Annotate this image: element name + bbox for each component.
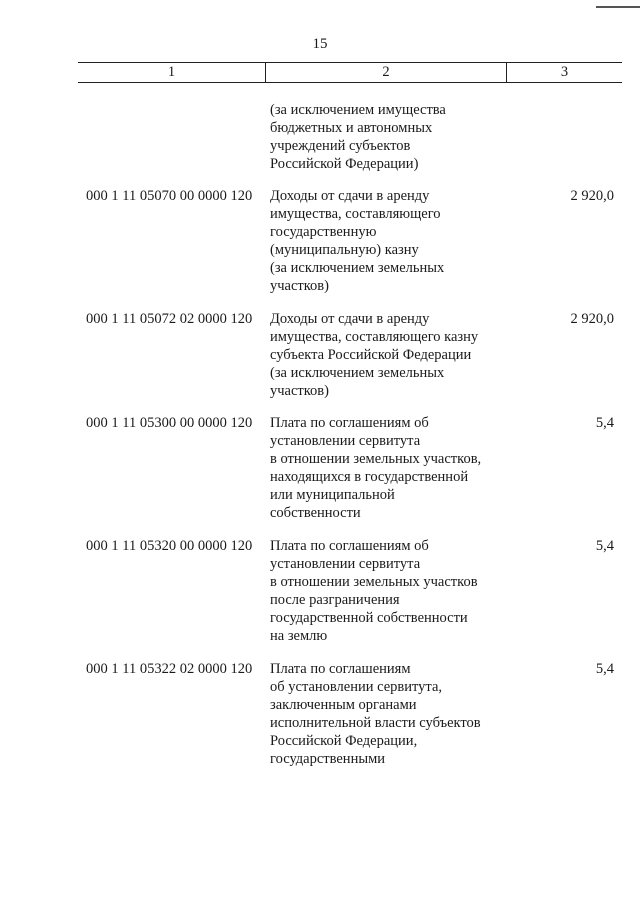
description-line: находящихся в государственной <box>270 469 469 485</box>
amount: 5,4 <box>595 661 614 677</box>
page-number: 15 <box>312 36 328 52</box>
description-line: Российской Федерации) <box>270 156 419 172</box>
description-line: установлении сервитута <box>270 433 421 449</box>
description-line: установлении сервитута <box>270 556 421 572</box>
description-line: в отношении земельных участков, <box>270 451 482 467</box>
budget-code: 000 1 11 05072 02 0000 120 <box>86 311 253 327</box>
amount: 5,4 <box>595 538 614 554</box>
description-line: Плата по соглашениям <box>270 661 411 677</box>
description-line: учреждений субъектов <box>270 138 411 154</box>
description-line: или муниципальной <box>270 487 395 503</box>
description-line: бюджетных и автономных <box>270 120 433 136</box>
description <box>270 414 515 522</box>
description-line: государственной собственности <box>270 610 468 626</box>
amount: 2 920,0 <box>570 188 614 204</box>
budget-code: 000 1 11 05322 02 0000 120 <box>86 661 253 677</box>
amount: 5,4 <box>595 415 614 431</box>
header-col-1: 1 <box>78 63 266 82</box>
page-corner-mark <box>596 0 640 8</box>
description-line: собственности <box>270 505 361 521</box>
amount: 2 920,0 <box>570 311 614 327</box>
description-line: заключенным органами <box>270 697 417 713</box>
description-line: об установлении сервитута, <box>270 679 443 695</box>
budget-code: 000 1 11 05320 00 0000 120 <box>86 538 253 554</box>
description-line: субъекта Российской Федерации <box>270 347 472 363</box>
description-line: (муниципальную) казну <box>270 242 419 258</box>
description-line: (за исключением земельных <box>270 260 445 276</box>
description-line: Плата по соглашениям об <box>270 415 429 431</box>
description-line: после разграничения <box>270 592 400 608</box>
description-line: Плата по соглашениям об <box>270 538 429 554</box>
description <box>270 310 515 400</box>
description-line: на землю <box>270 628 328 644</box>
description <box>270 660 515 768</box>
description-line: (за исключением земельных <box>270 365 445 381</box>
description-line: участков) <box>270 278 329 294</box>
budget-code: 000 1 11 05300 00 0000 120 <box>86 415 253 431</box>
description-line: государственными <box>270 751 386 767</box>
description-line: исполнительной власти субъектов <box>270 715 481 731</box>
description <box>270 537 515 645</box>
description-line: в отношении земельных участков <box>270 574 478 590</box>
description-line: Доходы от сдачи в аренду <box>270 188 430 204</box>
description <box>270 101 515 173</box>
description-line: (за исключением имущества <box>270 102 446 118</box>
table-header <box>78 62 622 83</box>
description-line: государственную <box>270 224 377 240</box>
description-line: имущества, составляющего казну <box>270 329 479 345</box>
description-line: Доходы от сдачи в аренду <box>270 311 430 327</box>
description-line: Российской Федерации, <box>270 733 418 749</box>
header-col-2: 2 <box>266 63 507 82</box>
description-line: участков) <box>270 383 329 399</box>
budget-code: 000 1 11 05070 00 0000 120 <box>86 188 253 204</box>
description <box>270 187 515 295</box>
header-col-3: 3 <box>560 64 569 80</box>
description-line: имущества, составляющего <box>270 206 441 222</box>
